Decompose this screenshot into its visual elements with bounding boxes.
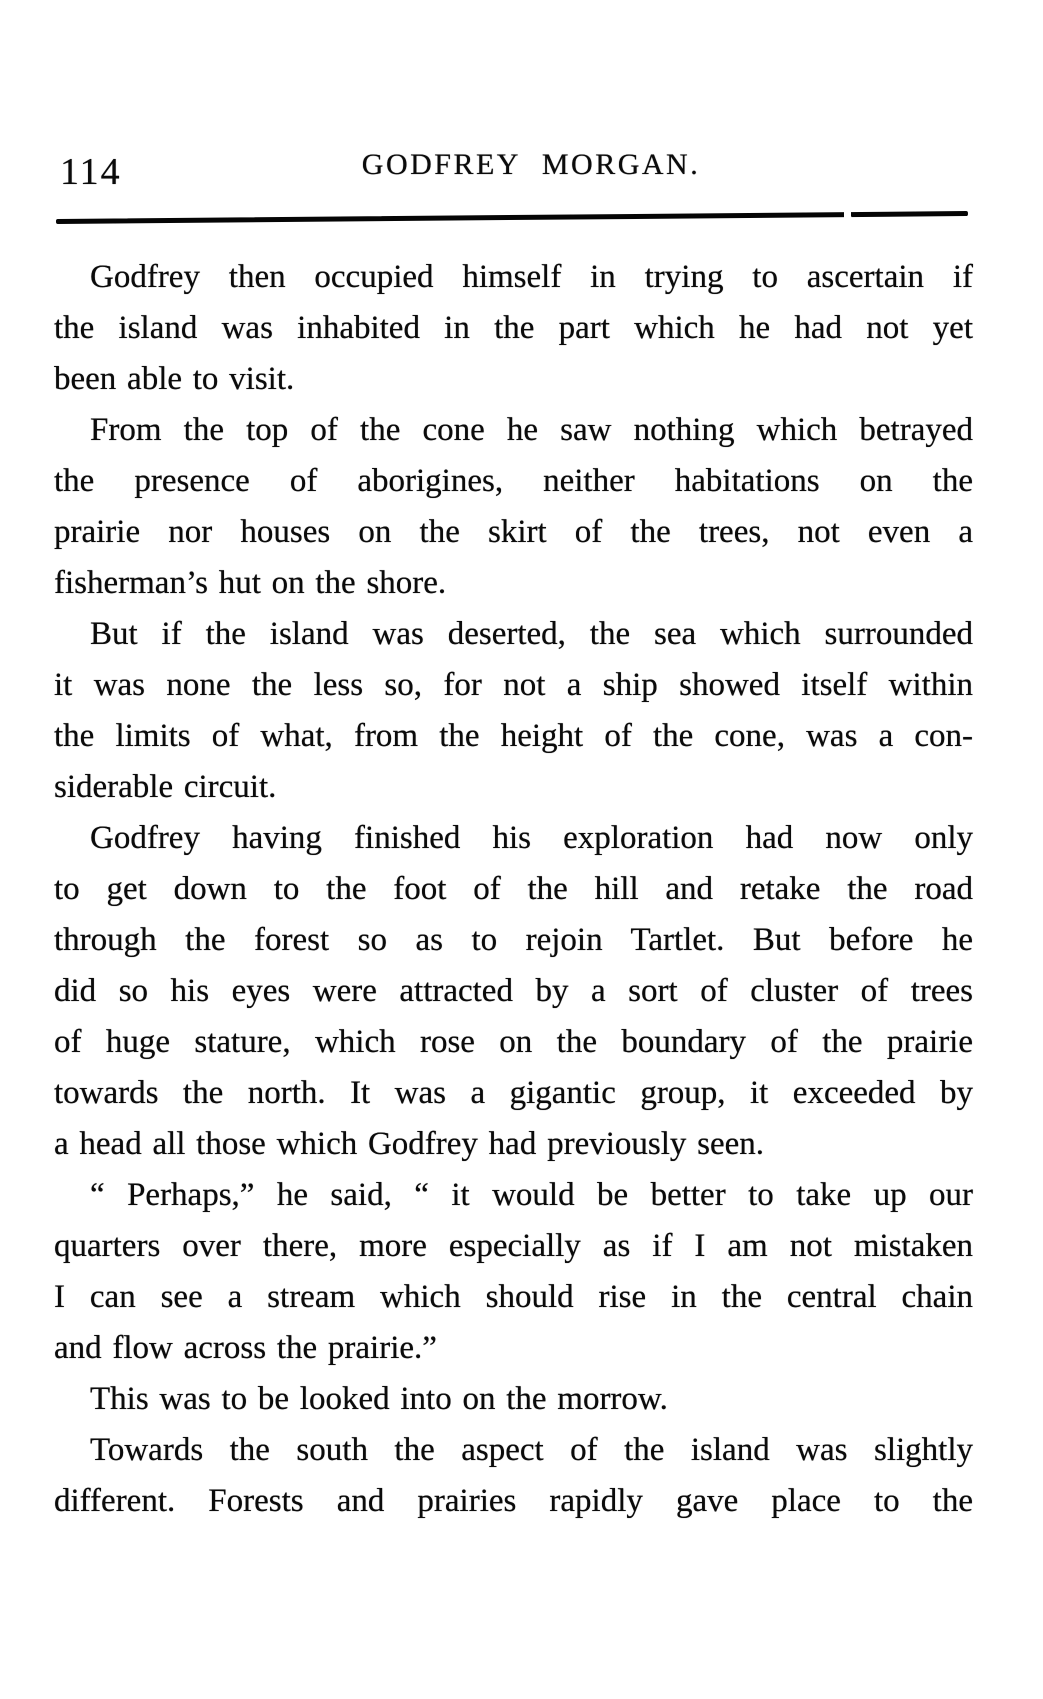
running-title: GODFREY MORGAN. (361, 148, 701, 181)
paragraph-4 (54, 813, 973, 1170)
paragraph-7 (54, 1425, 973, 1527)
page-number: 114 (60, 151, 122, 193)
text-line: the presence of aborigines, neither habitations on the (54, 463, 973, 499)
page-body (54, 252, 973, 1527)
text-line: the island was inhabited in the part which he had not yet (54, 310, 973, 346)
text-line: quarters over there, more especially as if I am not mistaken (54, 1228, 973, 1264)
text-line: But if the island was deserted, the sea which surrounded (90, 616, 973, 652)
text-line: Godfrey having finished his exploration had now only (90, 820, 973, 856)
text-line: it was none the less so, for not a ship showed itself within (54, 667, 973, 703)
text-line: of huge stature, which rose on the boundary of the prairie (54, 1024, 973, 1060)
text-line: been able to visit. (54, 361, 295, 397)
paragraph-3 (54, 609, 973, 813)
text-line: From the top of the cone he saw nothing which betrayed (90, 412, 973, 448)
text-line: This was to be looked into on the morrow. (90, 1381, 668, 1417)
text-line: I can see a stream which should rise in the central chain (54, 1279, 973, 1315)
text-line: Godfrey then occupied himself in trying to ascertain if (90, 259, 973, 295)
paragraph-5 (54, 1170, 973, 1374)
text-line: and flow across the prairie.” (54, 1330, 437, 1366)
text-line: different. Forests and prairies rapidly gave place to the (54, 1483, 973, 1519)
text-line: a head all those which Godfrey had previously seen. (54, 1126, 765, 1162)
text-line: fisherman’s hut on the shore. (54, 565, 447, 601)
text-line: “ Perhaps,” he said, “ it would be better to take up our (90, 1177, 973, 1213)
text-line: siderable circuit. (54, 769, 277, 805)
text-line: the limits of what, from the height of the cone, was a con- (54, 718, 973, 754)
text-line: to get down to the foot of the hill and retake the road (54, 871, 973, 907)
header-rule (56, 211, 968, 224)
text-line: prairie nor houses on the skirt of the trees, not even a (54, 514, 973, 550)
text-line: did so his eyes were attracted by a sort of cluster of trees (54, 973, 973, 1009)
text-line: Towards the south the aspect of the island was slightly (90, 1432, 973, 1468)
text-line: towards the north. It was a gigantic group, it exceeded by (54, 1075, 973, 1111)
paragraph-1 (54, 252, 973, 405)
paragraph-2 (54, 405, 973, 609)
paragraph-6 (54, 1374, 973, 1425)
text-line: through the forest so as to rejoin Tartlet. But before he (54, 922, 973, 958)
